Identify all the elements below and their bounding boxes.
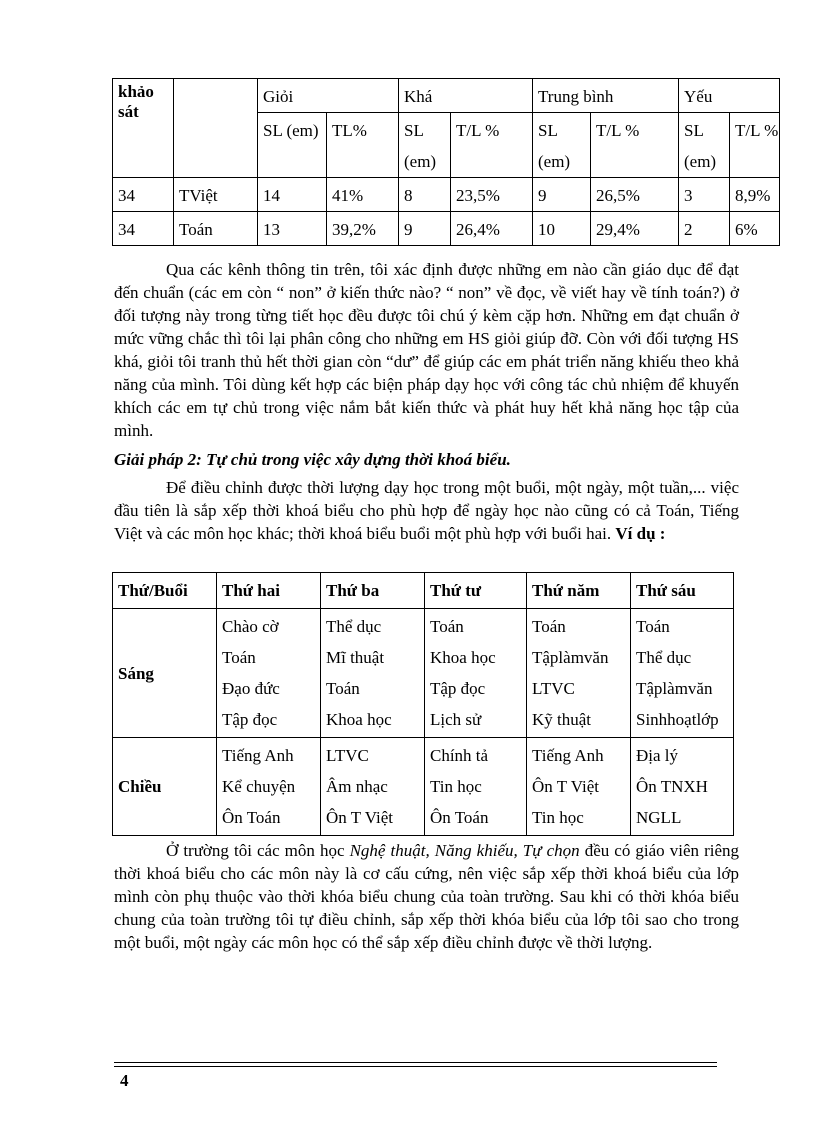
example-label: Ví dụ :: [615, 524, 666, 543]
subject: Tin học: [430, 777, 482, 796]
cell-value: 41%: [327, 178, 399, 212]
subject: Tập đọc: [222, 710, 278, 729]
subject: NGLL: [636, 808, 682, 827]
day-header: Thứ hai: [217, 573, 321, 609]
subject: Ôn Toán: [222, 808, 281, 827]
subject: Tiếng Anh: [532, 746, 604, 765]
subject: Toán: [532, 617, 566, 636]
day-cell: [631, 609, 734, 738]
footer-rule-top: [114, 1062, 717, 1063]
subject: Tậplàmvăn: [532, 648, 609, 667]
day-cell: [425, 609, 527, 738]
table-row: [113, 178, 780, 212]
day-header: Thứ sáu: [631, 573, 734, 609]
paragraph-1: Qua các kênh thông tin trên, tôi xác định được những em nào cần giáo dục để đạt đến chuẩn (các em còn “ non” ở kiến thức nào? “ non” về đọc, về viết hay về tính toán?) ở đối tượng này trong từng tiết học đều được tôi chú ý kèm cặp hơn. Những em đạt chuẩn ở mức vững chắc thì tôi lại phân công cho những em HS giỏi giúp đỡ. Còn với đối tượng HS khá, giỏi tôi tranh thủ hết thời gian còn “dư” để giúp các em phát triển năng khiếu theo khả năng của mình. Tôi dùng kết hợp các biện pháp dạy học với công tác chủ nhiệm để khuyến khích các em tự chủ trong việc nắm bắt kiến thức và phát huy hết khả năng học tập của mình.: [114, 260, 739, 440]
subject: Mĩ thuật: [326, 648, 385, 667]
subject: Đạo đức: [222, 679, 280, 698]
subject: Sinhhoạtlớp: [636, 710, 719, 729]
cell-value: 26,5%: [591, 178, 679, 212]
day-cell: [321, 609, 425, 738]
header-sl: SL (em): [679, 113, 730, 178]
cell-value: 39,2%: [327, 212, 399, 246]
subject: Thể dục: [636, 648, 692, 667]
paragraph-2: Để điều chỉnh được thời lượng dạy học trong một buổi, một ngày, một tuần,... việc đầu tiên là sắp xếp thời khoá biểu cho phù hợp để ngày học nào cũng có cả Toán, Tiếng Việt và các môn học khác; thời khoá biểu buổi một phù hợp với buổi hai. Ví dụ :: [114, 478, 739, 543]
subject: Lịch sử: [430, 710, 482, 729]
table-row: [113, 212, 780, 246]
cell-value: 8,9%: [730, 178, 780, 212]
cell-value: 23,5%: [451, 178, 533, 212]
header-khao-sat: khảo sát: [113, 79, 174, 178]
cell-value: 6%: [730, 212, 780, 246]
subject: Tiếng Anh: [222, 746, 294, 765]
paragraph-3: Ở trường tôi các môn học Nghệ thuật, Năng khiếu, Tự chọn đều có giáo viên riêng thời khoá biểu cho các môn này là cơ cấu cứng, nên việc sắp xếp thời khoá biểu của lớp mình còn phụ thuộc vào thời khóa biểu chung của toàn trường. Sau khi có thời khóa biểu chung của toàn trường tôi tự điều chỉnh, sắp xếp thời khóa biểu của lớp tôi sao cho trong một buổi, một ngày các môn học có thể sắp xếp điều chỉnh được về thời lượng.: [114, 841, 739, 952]
subject: Toán: [326, 679, 360, 698]
subject: Toán: [222, 648, 256, 667]
cell-subject: TViệt: [174, 178, 258, 212]
subject: Khoa học: [326, 710, 392, 729]
day-cell: [217, 738, 321, 836]
italic-subjects: Nghệ thuật, Năng khiếu, Tự chọn: [349, 841, 580, 860]
header-gioi: Giỏi: [258, 79, 399, 113]
footer-rule-bottom: [114, 1066, 717, 1067]
header-sl: SL (em): [533, 113, 591, 178]
subject: LTVC: [532, 679, 575, 698]
header-subject-blank: [174, 79, 258, 178]
session-name: Sáng: [113, 609, 217, 738]
cell-value: 8: [399, 178, 451, 212]
day-cell: [425, 738, 527, 836]
cell-value: 10: [533, 212, 591, 246]
subject: Kể chuyện: [222, 777, 296, 796]
day-header: Thứ năm: [527, 573, 631, 609]
subject: Toán: [636, 617, 670, 636]
header-sl: SL (em): [258, 113, 327, 178]
day-cell: [631, 738, 734, 836]
subject: Tậplàmvăn: [636, 679, 713, 698]
day-cell: [321, 738, 425, 836]
subject: Ôn T Việt: [532, 777, 599, 796]
day-cell: [217, 609, 321, 738]
subject: Ôn Toán: [430, 808, 489, 827]
subject: Thể dục: [326, 617, 382, 636]
cell-value: 14: [258, 178, 327, 212]
header-tl: T/L %: [730, 113, 780, 178]
cell-value: 29,4%: [591, 212, 679, 246]
header-tl: TL%: [327, 113, 399, 178]
subject: Chính tả: [430, 746, 489, 765]
cell-value: 13: [258, 212, 327, 246]
cell-value: 26,4%: [451, 212, 533, 246]
subject: LTVC: [326, 746, 369, 765]
subject: Ôn T Việt: [326, 808, 393, 827]
header-tl: T/L %: [451, 113, 533, 178]
cell-count: 34: [113, 178, 174, 212]
survey-results-table: [112, 78, 780, 246]
subject: Toán: [430, 617, 464, 636]
timetable: [112, 572, 734, 836]
timetable-corner: Thứ/Buổi: [113, 573, 217, 609]
day-header: Thứ tư: [425, 573, 527, 609]
header-tl: T/L %: [591, 113, 679, 178]
day-header: Thứ ba: [321, 573, 425, 609]
header-sl: SL (em): [399, 113, 451, 178]
cell-value: 9: [399, 212, 451, 246]
cell-subject: Toán: [174, 212, 258, 246]
subject: Địa lý: [636, 746, 679, 765]
cell-value: 9: [533, 178, 591, 212]
subject: Chào cờ: [222, 617, 279, 636]
subject: Tin học: [532, 808, 584, 827]
cell-value: 3: [679, 178, 730, 212]
session-row-afternoon: [113, 738, 734, 836]
header-yeu: Yếu: [679, 79, 780, 113]
subject: Âm nhạc: [326, 777, 388, 796]
session-row-morning: [113, 609, 734, 738]
section-heading: Giải pháp 2: Tự chủ trong việc xây dựng thời khoá biểu.: [114, 450, 511, 469]
header-trung-binh: Trung bình: [533, 79, 679, 113]
subject: Tập đọc: [430, 679, 486, 698]
subject: Ôn TNXH: [636, 777, 708, 796]
cell-value: 2: [679, 212, 730, 246]
day-cell: [527, 738, 631, 836]
day-cell: [527, 609, 631, 738]
subject: Khoa học: [430, 648, 496, 667]
cell-count: 34: [113, 212, 174, 246]
header-kha: Khá: [399, 79, 533, 113]
subject: Kỹ thuật: [532, 710, 592, 729]
session-name: Chiều: [113, 738, 217, 836]
page-number: 4: [120, 1071, 129, 1090]
